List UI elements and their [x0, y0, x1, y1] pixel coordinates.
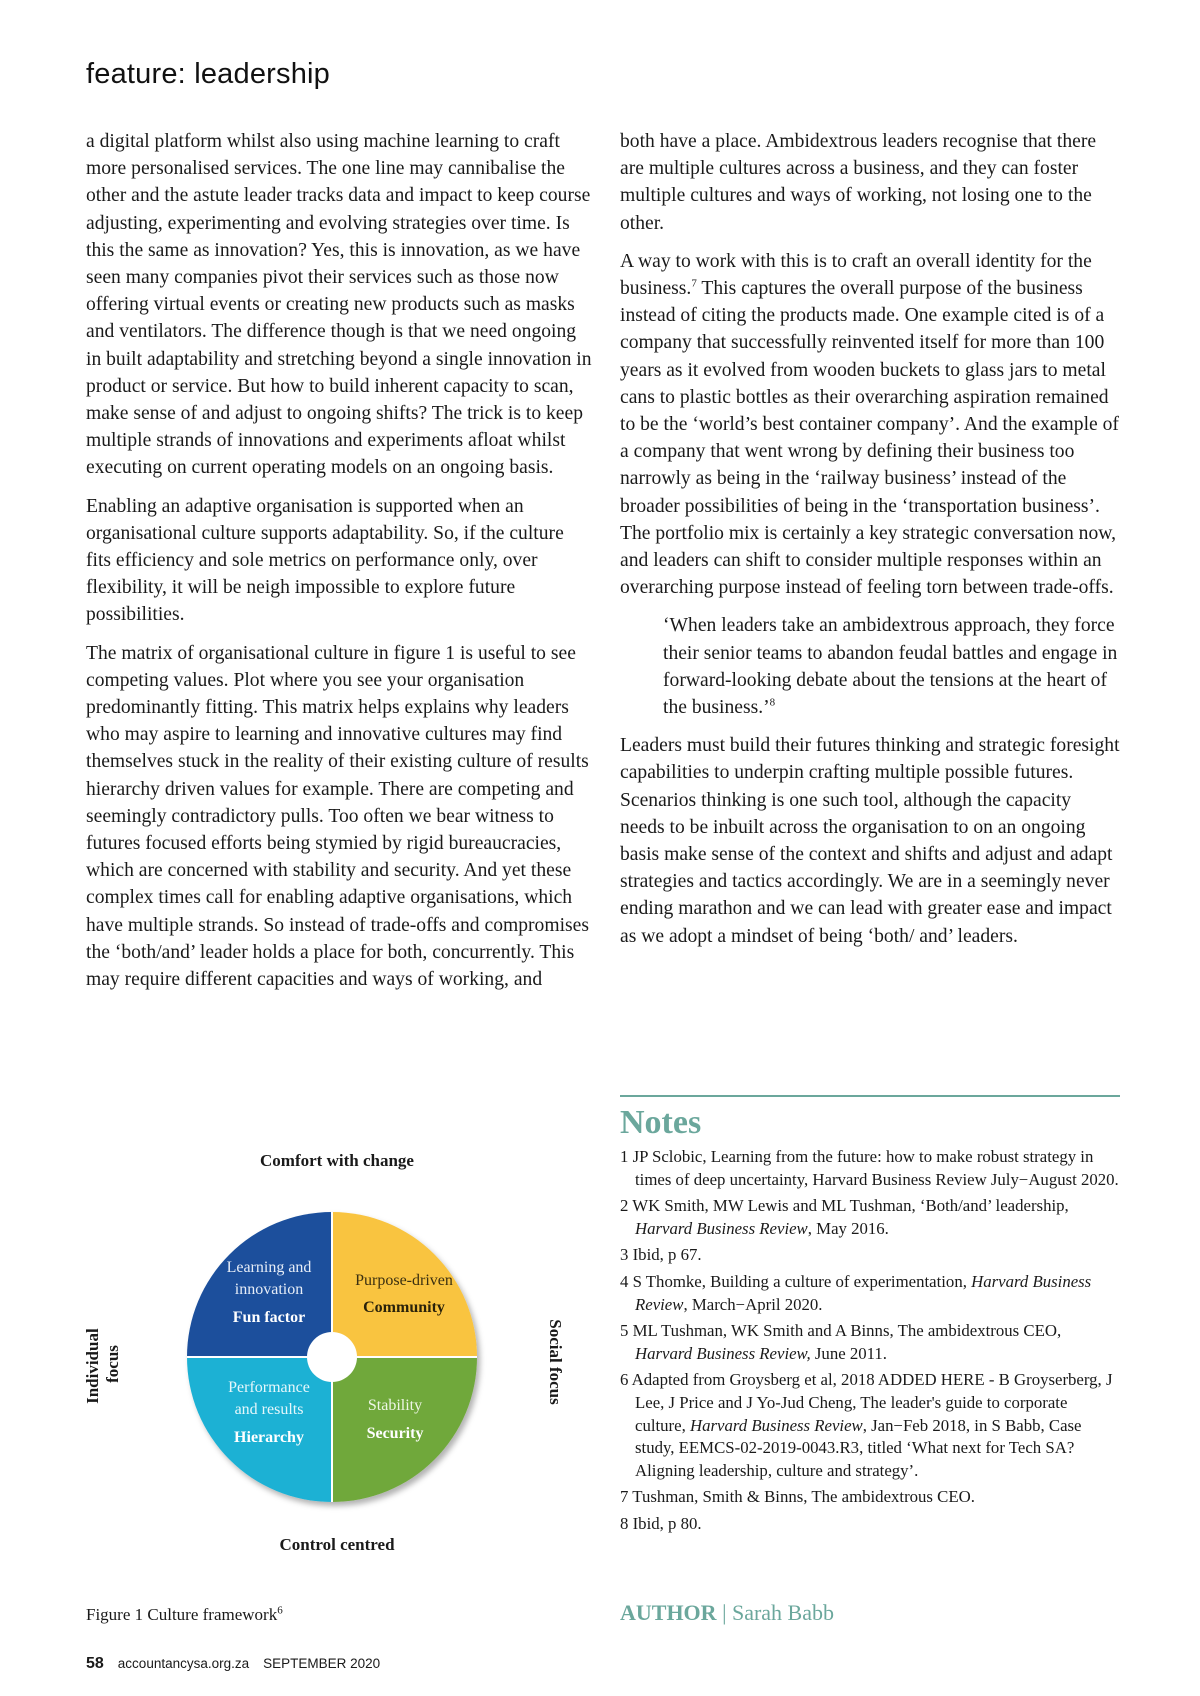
axis-label-top: Comfort with change	[260, 1151, 414, 1170]
axis-label-right: Social focus	[546, 1319, 565, 1405]
pull-quote	[663, 612, 1120, 721]
axis-label-left-line2: focus	[103, 1345, 122, 1383]
page-number: 58	[86, 1655, 104, 1672]
note-item: 1 JP Sclobic, Learning from the future: how to make robust strategy in times of deep uncertainty, Harvard Business Review July−August 2020.	[620, 1147, 1119, 1189]
quote-text: ‘When leaders take an ambidextrous approach, they force their senior teams to abandon feudal battles and engage in forward-looking debate about the tensions at the heart of the business.’	[663, 615, 1118, 719]
journal-title: Harvard Business Review	[689, 1415, 863, 1435]
note-item	[620, 1271, 1120, 1316]
text-run: This captures the overall purpose of the business instead of citing the products made. One example cited is of a company that successfully reinvented itself for more than 100 years as it evolved from wooden buckets to glass jars to metal cans to plastic bottles as their overarching aspiration remained to be the ‘world’s best container company’. And the example of a company that went wrong by defining their business too narrowly as being in the ‘railway business’ instead of the broader possibilities of being in the ‘transportation business’. The portfolio mix is certainly a key strategic conversation now, and leaders can shift to consider multiple responses within an overarching purpose instead of feeling torn between trade-offs.	[620, 278, 1119, 599]
issue-date: SEPTEMBER 2020	[263, 1656, 381, 1671]
quadrant-br-bold: Security	[366, 1425, 424, 1442]
quadrant-tl-line2: innovation	[234, 1281, 304, 1298]
journal-title: Harvard Business Review	[635, 1271, 1092, 1314]
note-item	[620, 1320, 1120, 1365]
quadrant-tr-line1: Purpose-driven	[355, 1272, 453, 1289]
note-item: 3 Ibid, p 67.	[620, 1245, 702, 1265]
footnote-ref: 8	[769, 696, 776, 709]
text-run: , May 2016.	[807, 1218, 889, 1238]
website-link[interactable]: accountancysa.org.za	[117, 1656, 250, 1671]
quadrant-bl-line1: Performance	[228, 1379, 310, 1396]
notes-title: Notes	[620, 1104, 702, 1141]
author-separator: |	[716, 1600, 732, 1625]
notes-divider	[620, 1095, 1120, 1097]
note-item	[620, 1369, 1120, 1482]
author-credit	[620, 1600, 834, 1626]
caption-text: Figure 1 Culture framework	[86, 1605, 278, 1624]
quadrant-bl-line2: and results	[234, 1401, 304, 1418]
page-footer	[86, 1655, 380, 1673]
note-item: 7 Tushman, Smith & Binns, The ambidextrous CEO.	[620, 1487, 975, 1507]
journal-title: Harvard Business Review,	[635, 1343, 811, 1363]
author-name: Sarah Babb	[731, 1600, 834, 1625]
axis-label-left	[83, 1324, 122, 1404]
footnote-ref: 7	[691, 277, 697, 290]
axis-label-bottom: Control centred	[279, 1535, 395, 1554]
center-hole	[307, 1332, 357, 1382]
text-run: , Jan−Feb 2018, in S Babb, Case study, EEMCS-02-2019-0043.R3, titled ‘What next for Tech SA? Aligning leadership, culture and strategy’.	[635, 1415, 1082, 1480]
quadrant-tr-bold: Community	[363, 1299, 445, 1316]
body-paragraph	[620, 248, 1120, 602]
body-paragraph: a digital platform whilst also using machine learning to craft more personalised services. The one line may cannibalise the other and the astute leader tracks data and impact to keep course adjusting, experimenting and evolving strategies over time. Is this the same as innovation? Yes, this is innovation, as we have seen many companies pivot their services such as those now offering virtual events or creating new products such as masks and ventilators. The difference though is that we need ongoing in built adaptability and stretching beyond a single innovation in product or service. But how to build inherent capacity to scan, make sense of and adjust to ongoing shifts? The trick is to keep multiple strands of innovations and experiments afloat whilst executing on current operating models on an ongoing basis.	[86, 131, 592, 479]
text-run: A way to work with this is to craft an overall identity for the business.	[620, 250, 1092, 300]
quadrant-tl-bold: Fun factor	[232, 1309, 306, 1326]
notes-list	[620, 1146, 1120, 1540]
text-run: June 2011.	[810, 1343, 887, 1363]
axis-label-left-line1: Individual	[83, 1328, 102, 1404]
text-run: 2 WK Smith, MW Lewis and ML Tushman, ‘Both/and’ leadership,	[620, 1196, 1069, 1216]
figure-caption	[86, 1605, 283, 1625]
quadrant-tl-line1: Learning and	[226, 1259, 312, 1276]
footnote-ref: 6	[277, 1604, 283, 1617]
body-paragraph: Leaders must build their futures thinking and strategic foresight capabilities to underpin crafting multiple possible futures. Scenarios thinking is one such tool, although the capacity needs to be inbuilt across the organisation to on an ongoing basis make sense of the context and shifts and adjust and adapt strategies and tactics accordingly. We are in a seemingly never ending marathon and we can lead with greater ease and impact as we adopt a mindset of being ‘both/ and’ leaders.	[620, 735, 1120, 947]
body-paragraph: both have a place. Ambidextrous leaders recognise that there are multiple cultures across a business, and they can foster multiple cultures and ways of working, not losing one to the other.	[620, 131, 1097, 234]
body-paragraph: Enabling an adaptive organisation is supported when an organisational culture supports adaptability. So, if the culture fits efficiency and sole metrics on performance only, over flexibility, it will be neigh impossible to explore future possibilities.	[86, 495, 564, 626]
note-item: 8 Ibid, p 80.	[620, 1513, 702, 1533]
right-column	[620, 128, 1120, 961]
text-run: , March−April 2020.	[683, 1294, 823, 1314]
culture-framework-diagram	[80, 1142, 620, 1578]
text-run: 5 ML Tushman, WK Smith and A Binns, The ambidextrous CEO,	[620, 1321, 1062, 1341]
quadrant-br-line1: Stability	[367, 1397, 423, 1414]
section-header: feature: leadership	[86, 58, 331, 90]
author-label: AUTHOR	[620, 1600, 717, 1625]
text-run: 6 Adapted from Groysberg et al, 2018 ADDED HERE - B Groyserberg, J Lee, J Price and J Yo-Jud Cheng, The leader's guide to corporate culture,	[620, 1370, 1113, 1435]
body-paragraph: The matrix of organisational culture in figure 1 is useful to see competing values. Plot where you see your organisation predominantly fitting. This matrix helps explains why leaders who may aspire to learning and innovative cultures may find themselves stuck in the reality of their existing culture of results hierarchy driven values for example. There are competing and seemingly contradictory pulls. Too often we bear witness to futures focused efforts being stymied by rigid bureaucracies, which are concerned with stability and security. And yet these complex times call for enabling adaptive organisations, which have multiple strands. So instead of trade-offs and compromises the ‘both/and’ leader holds a place for both, concurrently. This may require different capacities and ways of working, and	[86, 642, 589, 991]
journal-title: Harvard Business Review	[635, 1218, 808, 1238]
left-column	[86, 128, 592, 1004]
text-run: 4 S Thomke, Building a culture of experimentation,	[620, 1271, 972, 1291]
quadrant-bl-bold: Hierarchy	[234, 1429, 304, 1446]
note-item	[620, 1195, 1120, 1240]
